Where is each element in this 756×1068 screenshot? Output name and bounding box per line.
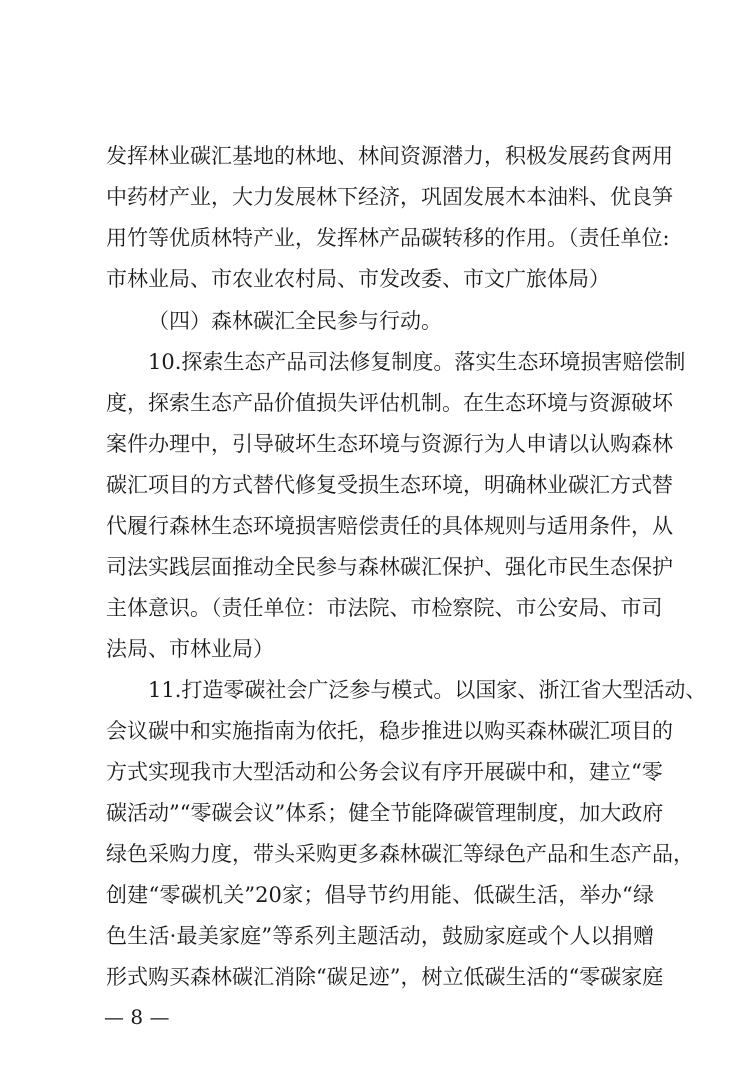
text-line: 会议碳中和实施指南为依托，稳步推进以购买森林碳汇项目的 — [106, 719, 673, 743]
text-line: 主体意识。（责任单位：市法院、市检察院、市公安局、市司 — [106, 596, 663, 620]
text-line: 碳活动”“零碳会议”体系；健全节能降碳管理制度，加大政府 — [106, 801, 664, 825]
text-line: 度，探索生态产品价值损失评估机制。在生态环境与资源破坏 — [106, 391, 673, 415]
text-line: 色生活·最美家庭”等系列主题活动，鼓励家庭或个人以捐赠 — [106, 924, 654, 948]
text-line: 用竹等优质林特产业，发挥林产品碳转移的作用。（责任单位: — [106, 226, 670, 250]
page-number: — 8 — — [104, 1005, 170, 1029]
text-line: 市林业局、市农业农村局、市发改委、市文广旅体局） — [106, 267, 610, 291]
section-heading: （四）森林碳汇全民参与行动。 — [148, 309, 442, 333]
text-line: 中药材产业，大力发展林下经济，巩固发展木本油料、优良笋 — [106, 185, 673, 209]
text-line: 10.探索生态产品司法修复制度。落实生态环境损害赔偿制 — [148, 350, 686, 374]
text-line: 11.打造零碳社会广泛参与模式。以国家、浙江省大型活动、 — [148, 678, 707, 702]
text-line: 代履行森林生态环境损害赔偿责任的具体规则与适用条件，从 — [106, 514, 673, 538]
text-line: 创建“零碳机关”20家；倡导节约用能、低碳生活，举办“绿 — [106, 883, 654, 907]
text-line: 发挥林业碳汇基地的林地、林间资源潜力，积极发展药食两用 — [106, 144, 673, 168]
text-line: 绿色采购力度，带头采购更多森林碳汇等绿色产品和生态产品， — [106, 842, 694, 866]
text-line: 法局、市林业局） — [106, 637, 274, 661]
text-line: 方式实现我市大型活动和公务会议有序开展碳中和，建立“零 — [106, 760, 663, 784]
text-line: 形式购买森林碳汇消除“碳足迹”，树立低碳生活的“零碳家庭 — [106, 965, 664, 989]
text-line: 碳汇项目的方式替代修复受损生态环境，明确林业碳汇方式替 — [106, 473, 673, 497]
text-line: 案件办理中，引导破坏生态环境与资源行为人申请以认购森林 — [106, 432, 673, 456]
text-line: 司法实践层面推动全民参与森林碳汇保护、强化市民生态保护 — [106, 555, 673, 579]
